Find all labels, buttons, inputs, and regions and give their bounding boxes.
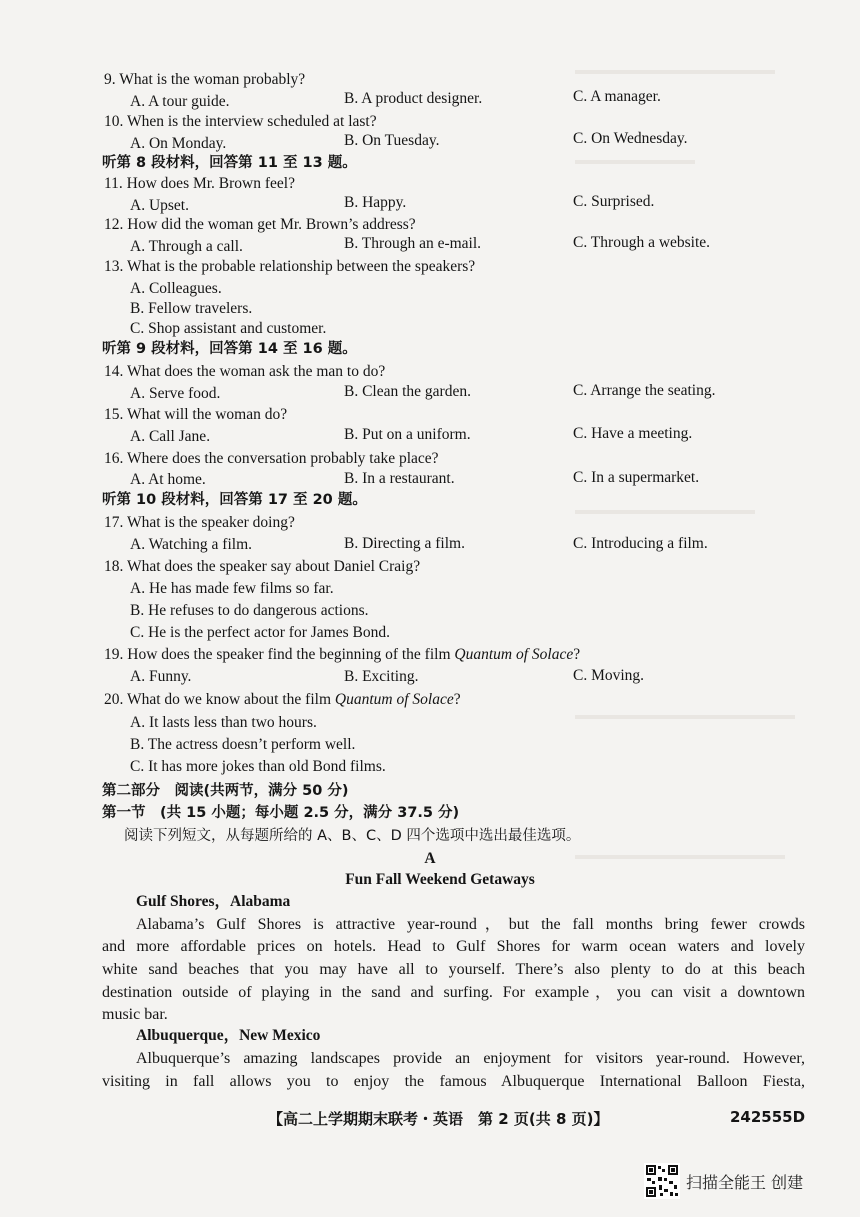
- paper-code: 242555D: [730, 1108, 806, 1126]
- question-19-text: 19. How does the speaker find the beginning of the film: [104, 646, 455, 663]
- qr-code-icon: [644, 1163, 680, 1199]
- paragraph-1-line-4: destination outside of playing in the sand and surfing. For example，you can visit a downtown: [102, 984, 805, 1001]
- section-9-instruction: 听第 9 段材料，回答第 14 至 16 题。: [102, 341, 357, 357]
- paragraph-1-line-2: and more affordable prices on hotels. Head to Gulf Shores for warm ocean waters and lovely: [102, 938, 805, 955]
- option-17a: A. Watching a film.: [130, 536, 253, 553]
- passage-title: Fun Fall Weekend Getaways: [345, 871, 535, 888]
- question-12: 12. How did the woman get Mr. Brown’s address?: [104, 216, 416, 233]
- option-16b: B. In a restaurant.: [344, 470, 455, 487]
- option-9a: A. A tour guide.: [130, 93, 230, 110]
- option-20a: A. It lasts less than two hours.: [130, 714, 317, 731]
- option-9c: C. A manager.: [573, 88, 661, 105]
- section-10-instruction: 听第 10 段材料，回答第 17 至 20 题。: [102, 492, 367, 508]
- page-footer-label: 【高二上学期期末联考・英语 第 2 页(共 8 页)】: [268, 1110, 609, 1128]
- scanner-watermark: [644, 1163, 803, 1199]
- option-12a: A. Through a call.: [130, 238, 243, 255]
- section-8-instruction: 听第 8 段材料，回答第 11 至 13 题。: [102, 155, 357, 171]
- option-13a: A. Colleagues.: [130, 280, 222, 297]
- question-14: 14. What does the woman ask the man to do?: [104, 363, 386, 380]
- passage-letter: A: [424, 850, 436, 867]
- option-17b: B. Directing a film.: [344, 535, 465, 552]
- option-12c: C. Through a website.: [573, 234, 711, 251]
- option-19b: B. Exciting.: [344, 668, 419, 685]
- option-10c: C. On Wednesday.: [573, 130, 688, 147]
- paragraph-2-line-1: Albuquerque’s amazing landscapes provide an enjoyment for visitors year-round. However,: [136, 1050, 805, 1067]
- option-11b: B. Happy.: [344, 194, 407, 211]
- option-16a: A. At home.: [130, 471, 206, 488]
- option-9b: B. A product designer.: [344, 90, 483, 107]
- question-mark: ?: [453, 691, 461, 708]
- option-10a: A. On Monday.: [130, 135, 227, 152]
- option-18c: C. He is the perfect actor for James Bond.: [130, 624, 390, 641]
- question-15: 15. What will the woman do?: [104, 406, 288, 423]
- option-13b: B. Fellow travelers.: [130, 300, 253, 317]
- option-16c: C. In a supermarket.: [573, 469, 700, 486]
- paragraph-1-line-1: Alabama’s Gulf Shores is attractive year-round，but the fall months bring fewer crowds: [136, 916, 805, 933]
- part-2-heading: 第二部分 阅读(共两节，满分 50 分): [102, 783, 349, 799]
- option-17c: C. Introducing a film.: [573, 535, 708, 552]
- option-14c: C. Arrange the seating.: [573, 382, 716, 399]
- option-14b: B. Clean the garden.: [344, 383, 471, 400]
- question-10: 10. When is the interview scheduled at last?: [104, 113, 377, 130]
- option-20c: C. It has more jokes than old Bond films.: [130, 758, 386, 775]
- option-14a: A. Serve food.: [130, 385, 221, 402]
- question-20: [104, 690, 461, 710]
- subheading-albuquerque: Albuquerque，New Mexico: [136, 1027, 321, 1044]
- option-15c: C. Have a meeting.: [573, 425, 693, 442]
- paragraph-1-line-5: music bar.: [102, 1006, 168, 1023]
- question-18: 18. What does the speaker say about Daniel Craig?: [104, 558, 421, 575]
- question-17: 17. What is the speaker doing?: [104, 514, 295, 531]
- paragraph-1-line-3: white sand beaches that you may have all to yourself. There’s also plenty to do at this beach: [102, 961, 805, 978]
- question-20-text: 20. What do we know about the film: [104, 691, 335, 708]
- option-15b: B. Put on a uniform.: [344, 426, 471, 443]
- bleed-through-mark: [575, 510, 755, 514]
- question-9: 9. What is the woman probably?: [104, 71, 306, 88]
- bleed-through-mark: [575, 160, 695, 164]
- option-19a: A. Funny.: [130, 668, 192, 685]
- question-16: 16. Where does the conversation probably take place?: [104, 450, 439, 467]
- reading-instruction: 阅读下列短文，从每题所给的 A、B、C、D 四个选项中选出最佳选项。: [124, 828, 581, 844]
- scanner-watermark-text: 扫描全能王 创建: [686, 1172, 804, 1192]
- option-18a: A. He has made few films so far.: [130, 580, 334, 597]
- question-11: 11. How does Mr. Brown feel?: [104, 175, 295, 192]
- film-title: Quantum of Solace: [334, 691, 454, 708]
- film-title: Quantum of Solace: [454, 646, 574, 663]
- subheading-gulf-shores: Gulf Shores，Alabama: [136, 893, 291, 910]
- option-12b: B. Through an e-mail.: [344, 235, 482, 252]
- bleed-through-mark: [575, 715, 795, 719]
- option-13c: C. Shop assistant and customer.: [130, 320, 327, 337]
- section-1-heading: 第一节 (共 15 小题；每小题 2.5 分，满分 37.5 分): [102, 805, 460, 821]
- option-11a: A. Upset.: [130, 197, 189, 214]
- option-20b: B. The actress doesn’t perform well.: [130, 736, 356, 753]
- question-mark: ?: [573, 646, 581, 663]
- question-13: 13. What is the probable relationship between the speakers?: [104, 258, 476, 275]
- paragraph-2-line-2: visiting in fall allows you to enjoy the famous Albuquerque International Balloon Fiesta,: [102, 1073, 805, 1090]
- question-19: [104, 645, 580, 665]
- option-11c: C. Surprised.: [573, 193, 655, 210]
- option-10b: B. On Tuesday.: [344, 132, 440, 149]
- bleed-through-mark: [575, 70, 775, 74]
- option-15a: A. Call Jane.: [130, 428, 211, 445]
- option-19c: C. Moving.: [573, 667, 645, 684]
- option-18b: B. He refuses to do dangerous actions.: [130, 602, 369, 619]
